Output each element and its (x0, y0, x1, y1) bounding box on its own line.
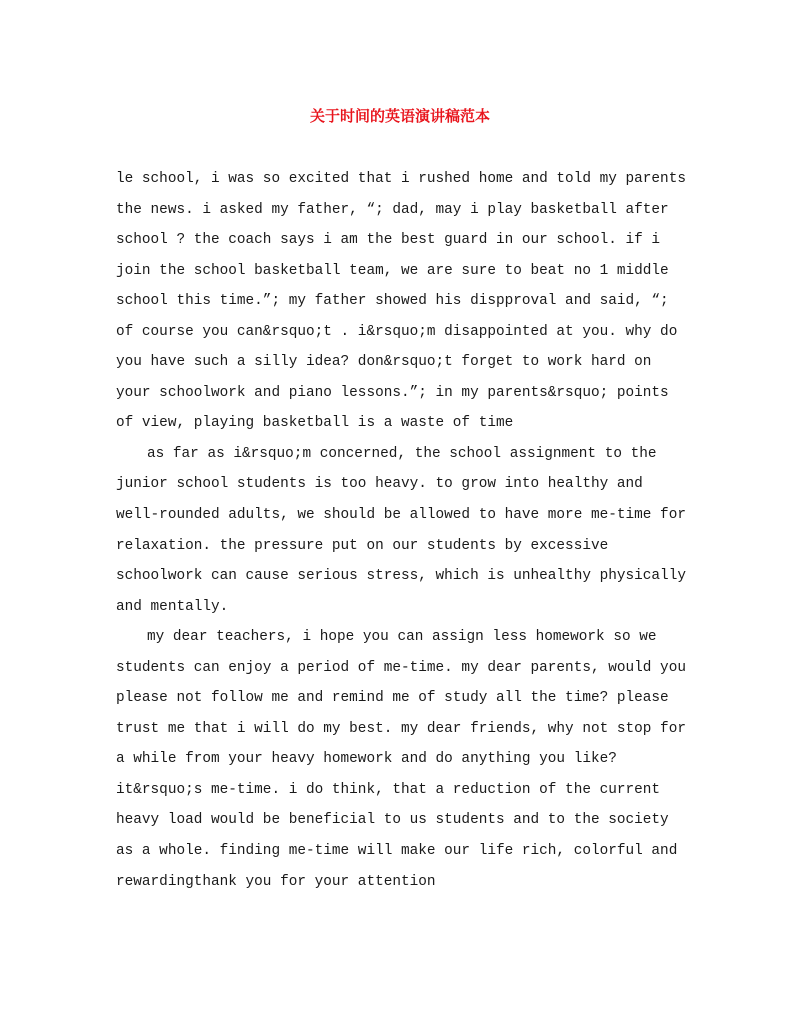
paragraph-3: my dear teachers, i hope you can assign less homework so we students can enjoy a period of me-time. my dear parents, would you please not follow me and remind me of study all the time? please trust me that i will do my best. my dear friends, why not stop for a while from your heavy homework and do anything you like? it&rsquo;s me-time. i do think, that a reduction of the current heavy load would be beneficial to us students and to the society as a whole. finding me-time will make our life rich, colorful and rewardingthank you for your attention (116, 629, 686, 890)
document-body (116, 164, 686, 897)
document-title: 关于时间的英语演讲稿范本 (309, 107, 490, 125)
paragraph-2: as far as i&rsquo;m concerned, the school assignment to the junior school students is too heavy. to grow into healthy and well-rounded adults, we should be allowed to have more me-time for relaxation. the pressure put on our students by excessive schoolwork can cause serious stress, which is unhealthy physically and mentally. (116, 445, 686, 615)
paragraph-1: le school, i was so excited that i rushed home and told my parents the news. i asked my father, “; dad, may i play basketball after school ? the coach says i am the best guard in our school. if i join the school basketball team, we are sure to beat no 1 middle school this time.”; my father showed his dispproval and said, “; of course you can&rsquo;t . i&rsquo;m disappointed at you. why do you have such a silly idea? don&rsquo;t forget to work hard on your schoolwork and piano lessons.”; in my parents&rsquo; points of view, playing basketball is a waste of time (116, 171, 686, 432)
